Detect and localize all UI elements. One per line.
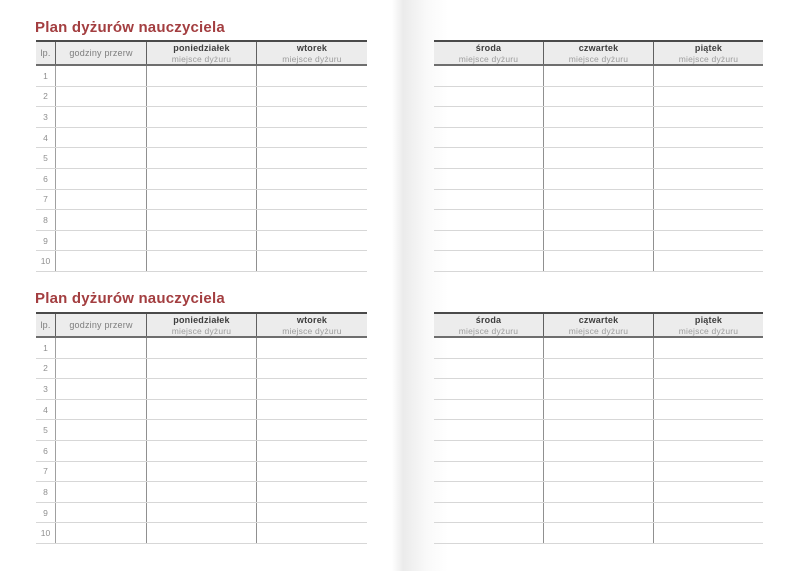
duty-place-cell — [544, 169, 654, 189]
duty-place-label: miejsce dyżuru — [678, 53, 739, 64]
table-row — [36, 148, 367, 169]
duty-place-cell — [147, 169, 257, 189]
duty-table-left-top — [36, 40, 367, 272]
duty-place-cell — [544, 359, 654, 379]
duty-place-cell — [434, 210, 544, 230]
day-name-label: czwartek — [578, 314, 619, 325]
duty-place-cell — [257, 128, 367, 148]
duty-place-cell — [434, 379, 544, 399]
duty-place-cell — [544, 338, 654, 358]
break-hours-cell — [56, 169, 147, 189]
table-row — [36, 128, 367, 149]
table-header — [434, 312, 763, 338]
table-row — [36, 420, 367, 441]
day-name-label: poniedziałek — [173, 42, 230, 53]
duty-place-cell — [654, 523, 763, 543]
duty-place-cell — [654, 148, 763, 168]
col-header-break-hours: godziny przerw — [56, 314, 147, 336]
table-row — [434, 231, 763, 252]
duty-place-cell — [147, 420, 257, 440]
duty-place-cell — [654, 441, 763, 461]
row-number: 9 — [36, 503, 56, 523]
duty-place-cell — [147, 523, 257, 543]
duty-table-right-top — [434, 40, 763, 272]
duty-place-cell — [654, 420, 763, 440]
duty-place-cell — [544, 87, 654, 107]
table-row — [36, 503, 367, 524]
table-row — [434, 441, 763, 462]
duty-place-cell — [544, 400, 654, 420]
table-row — [36, 66, 367, 87]
row-number: 1 — [36, 66, 56, 86]
duty-place-cell — [147, 107, 257, 127]
duty-place-cell — [257, 107, 367, 127]
row-number: 4 — [36, 128, 56, 148]
table-row — [434, 210, 763, 231]
duty-place-cell — [544, 523, 654, 543]
table-row — [36, 462, 367, 483]
duty-place-cell — [544, 190, 654, 210]
day-name-label: czwartek — [578, 42, 619, 53]
table-row — [434, 107, 763, 128]
duty-place-cell — [654, 462, 763, 482]
duty-place-cell — [654, 359, 763, 379]
duty-place-cell — [147, 379, 257, 399]
row-number: 3 — [36, 107, 56, 127]
col-header-monday — [147, 314, 257, 336]
row-number: 4 — [36, 400, 56, 420]
duty-place-cell — [147, 66, 257, 86]
duty-place-cell — [654, 400, 763, 420]
break-hours-cell — [56, 359, 147, 379]
table-row — [434, 128, 763, 149]
duty-place-cell — [434, 128, 544, 148]
table-row — [434, 190, 763, 211]
row-number: 7 — [36, 190, 56, 210]
row-number: 6 — [36, 169, 56, 189]
day-name-label: wtorek — [296, 314, 328, 325]
duty-place-cell — [434, 148, 544, 168]
duty-place-cell — [257, 66, 367, 86]
duty-place-cell — [147, 400, 257, 420]
duty-place-cell — [257, 359, 367, 379]
col-header-lp: lp. — [36, 42, 56, 64]
row-number: 1 — [36, 338, 56, 358]
duty-place-cell — [147, 338, 257, 358]
break-hours-cell — [56, 400, 147, 420]
duty-place-cell — [544, 231, 654, 251]
duty-place-cell — [257, 251, 367, 271]
duty-place-cell — [434, 482, 544, 502]
col-header-thursday — [544, 314, 654, 336]
col-header-tuesday — [257, 42, 367, 64]
row-number: 10 — [36, 523, 56, 543]
table-row — [434, 420, 763, 441]
duty-place-cell — [654, 379, 763, 399]
duty-place-cell — [257, 523, 367, 543]
duty-place-cell — [544, 379, 654, 399]
day-name-label: środa — [475, 42, 502, 53]
col-header-lp: lp. — [36, 314, 56, 336]
duty-place-cell — [147, 482, 257, 502]
row-number: 5 — [36, 148, 56, 168]
col-header-friday — [654, 314, 763, 336]
duty-place-cell — [654, 231, 763, 251]
duty-place-cell — [654, 169, 763, 189]
duty-place-cell — [434, 420, 544, 440]
table-row — [434, 462, 763, 483]
duty-place-cell — [434, 400, 544, 420]
duty-place-cell — [544, 482, 654, 502]
table-row — [36, 482, 367, 503]
duty-place-cell — [257, 169, 367, 189]
duty-table-right-bottom — [434, 312, 763, 544]
table-row — [434, 503, 763, 524]
duty-place-cell — [654, 338, 763, 358]
col-header-friday — [654, 42, 763, 64]
duty-place-cell — [654, 87, 763, 107]
table-row — [36, 107, 367, 128]
table-header — [36, 40, 367, 66]
duty-place-label: miejsce dyżuru — [568, 325, 629, 336]
table-row — [36, 338, 367, 359]
break-hours-cell — [56, 420, 147, 440]
table-row — [434, 87, 763, 108]
table-row — [36, 210, 367, 231]
duty-place-cell — [257, 503, 367, 523]
duty-place-cell — [257, 87, 367, 107]
break-hours-cell — [56, 128, 147, 148]
row-number: 7 — [36, 462, 56, 482]
duty-place-cell — [257, 420, 367, 440]
duty-place-cell — [434, 359, 544, 379]
duty-place-cell — [257, 338, 367, 358]
table-body — [36, 338, 367, 544]
col-header-monday — [147, 42, 257, 64]
day-name-label: poniedziałek — [173, 314, 230, 325]
table-row — [434, 379, 763, 400]
break-hours-cell — [56, 503, 147, 523]
duty-place-label: miejsce dyżuru — [678, 325, 739, 336]
duty-place-cell — [544, 210, 654, 230]
table-row — [434, 338, 763, 359]
break-hours-cell — [56, 441, 147, 461]
duty-place-cell — [257, 190, 367, 210]
duty-place-cell — [257, 148, 367, 168]
table-row — [434, 66, 763, 87]
duty-place-cell — [544, 148, 654, 168]
duty-place-cell — [434, 169, 544, 189]
col-header-wednesday — [434, 42, 544, 64]
col-header-tuesday — [257, 314, 367, 336]
duty-place-cell — [147, 441, 257, 461]
break-hours-cell — [56, 338, 147, 358]
duty-place-cell — [434, 441, 544, 461]
duty-place-cell — [257, 379, 367, 399]
table-row — [434, 523, 763, 544]
break-hours-cell — [56, 482, 147, 502]
table-row — [36, 169, 367, 190]
day-name-label: piątek — [694, 42, 723, 53]
table-row — [434, 251, 763, 272]
duty-place-cell — [434, 462, 544, 482]
break-hours-cell — [56, 190, 147, 210]
day-name-label: wtorek — [296, 42, 328, 53]
duty-table-left-bottom — [36, 312, 367, 544]
duty-place-label: miejsce dyżuru — [171, 53, 232, 64]
duty-place-cell — [147, 503, 257, 523]
duty-place-cell — [434, 107, 544, 127]
duty-place-label: miejsce dyżuru — [568, 53, 629, 64]
duty-place-cell — [147, 251, 257, 271]
table-row — [36, 441, 367, 462]
break-hours-cell — [56, 379, 147, 399]
break-hours-cell — [56, 66, 147, 86]
duty-place-cell — [544, 420, 654, 440]
duty-place-cell — [257, 441, 367, 461]
duty-place-cell — [147, 148, 257, 168]
col-header-wednesday — [434, 314, 544, 336]
break-hours-cell — [56, 107, 147, 127]
table-row — [434, 400, 763, 421]
duty-place-cell — [434, 190, 544, 210]
duty-place-label: miejsce dyżuru — [171, 325, 232, 336]
duty-place-cell — [654, 66, 763, 86]
break-hours-cell — [56, 251, 147, 271]
duty-place-cell — [654, 503, 763, 523]
row-number: 2 — [36, 359, 56, 379]
table-row — [36, 87, 367, 108]
table-row — [36, 251, 367, 272]
table-body — [434, 338, 763, 544]
duty-place-cell — [434, 503, 544, 523]
col-header-thursday — [544, 42, 654, 64]
table-row — [434, 148, 763, 169]
table-row — [36, 190, 367, 211]
row-number: 2 — [36, 87, 56, 107]
duty-place-cell — [147, 359, 257, 379]
duty-place-cell — [544, 128, 654, 148]
duty-place-cell — [434, 523, 544, 543]
duty-place-cell — [257, 462, 367, 482]
table-body — [434, 66, 763, 272]
duty-place-cell — [147, 128, 257, 148]
break-hours-cell — [56, 87, 147, 107]
table-row — [36, 359, 367, 380]
row-number: 8 — [36, 210, 56, 230]
duty-place-cell — [257, 231, 367, 251]
table-header — [434, 40, 763, 66]
table-row — [36, 400, 367, 421]
duty-place-cell — [654, 128, 763, 148]
duty-place-cell — [434, 87, 544, 107]
break-hours-cell — [56, 523, 147, 543]
col-header-break-hours: godziny przerw — [56, 42, 147, 64]
duty-place-cell — [654, 210, 763, 230]
row-number: 10 — [36, 251, 56, 271]
duty-place-cell — [147, 210, 257, 230]
duty-place-cell — [147, 231, 257, 251]
duty-place-cell — [257, 400, 367, 420]
duty-place-label: miejsce dyżuru — [458, 53, 519, 64]
duty-place-label: miejsce dyżuru — [282, 325, 342, 336]
row-number: 3 — [36, 379, 56, 399]
duty-place-cell — [147, 190, 257, 210]
duty-place-label: miejsce dyżuru — [458, 325, 519, 336]
table-row — [434, 359, 763, 380]
table-row — [36, 379, 367, 400]
duty-place-cell — [654, 251, 763, 271]
break-hours-cell — [56, 462, 147, 482]
duty-place-cell — [147, 462, 257, 482]
table-header — [36, 312, 367, 338]
duty-place-label: miejsce dyżuru — [282, 53, 342, 64]
duty-place-cell — [544, 66, 654, 86]
duty-place-cell — [544, 441, 654, 461]
row-number: 8 — [36, 482, 56, 502]
row-number: 6 — [36, 441, 56, 461]
duty-place-cell — [654, 107, 763, 127]
duty-place-cell — [257, 482, 367, 502]
duty-place-cell — [434, 251, 544, 271]
break-hours-cell — [56, 210, 147, 230]
duty-place-cell — [434, 338, 544, 358]
break-hours-cell — [56, 231, 147, 251]
plan-title-bottom: Plan dyżurów nauczyciela — [35, 290, 225, 307]
duty-place-cell — [147, 87, 257, 107]
duty-place-cell — [434, 66, 544, 86]
row-number: 9 — [36, 231, 56, 251]
plan-title-top: Plan dyżurów nauczyciela — [35, 19, 225, 36]
table-row — [434, 482, 763, 503]
duty-place-cell — [544, 462, 654, 482]
break-hours-cell — [56, 148, 147, 168]
duty-place-cell — [544, 503, 654, 523]
day-name-label: środa — [475, 314, 502, 325]
duty-place-cell — [544, 107, 654, 127]
table-row — [36, 523, 367, 544]
row-number: 5 — [36, 420, 56, 440]
duty-place-cell — [257, 210, 367, 230]
day-name-label: piątek — [694, 314, 723, 325]
table-row — [434, 169, 763, 190]
duty-place-cell — [654, 482, 763, 502]
table-body — [36, 66, 367, 272]
duty-place-cell — [544, 251, 654, 271]
duty-place-cell — [654, 190, 763, 210]
duty-place-cell — [434, 231, 544, 251]
table-row — [36, 231, 367, 252]
